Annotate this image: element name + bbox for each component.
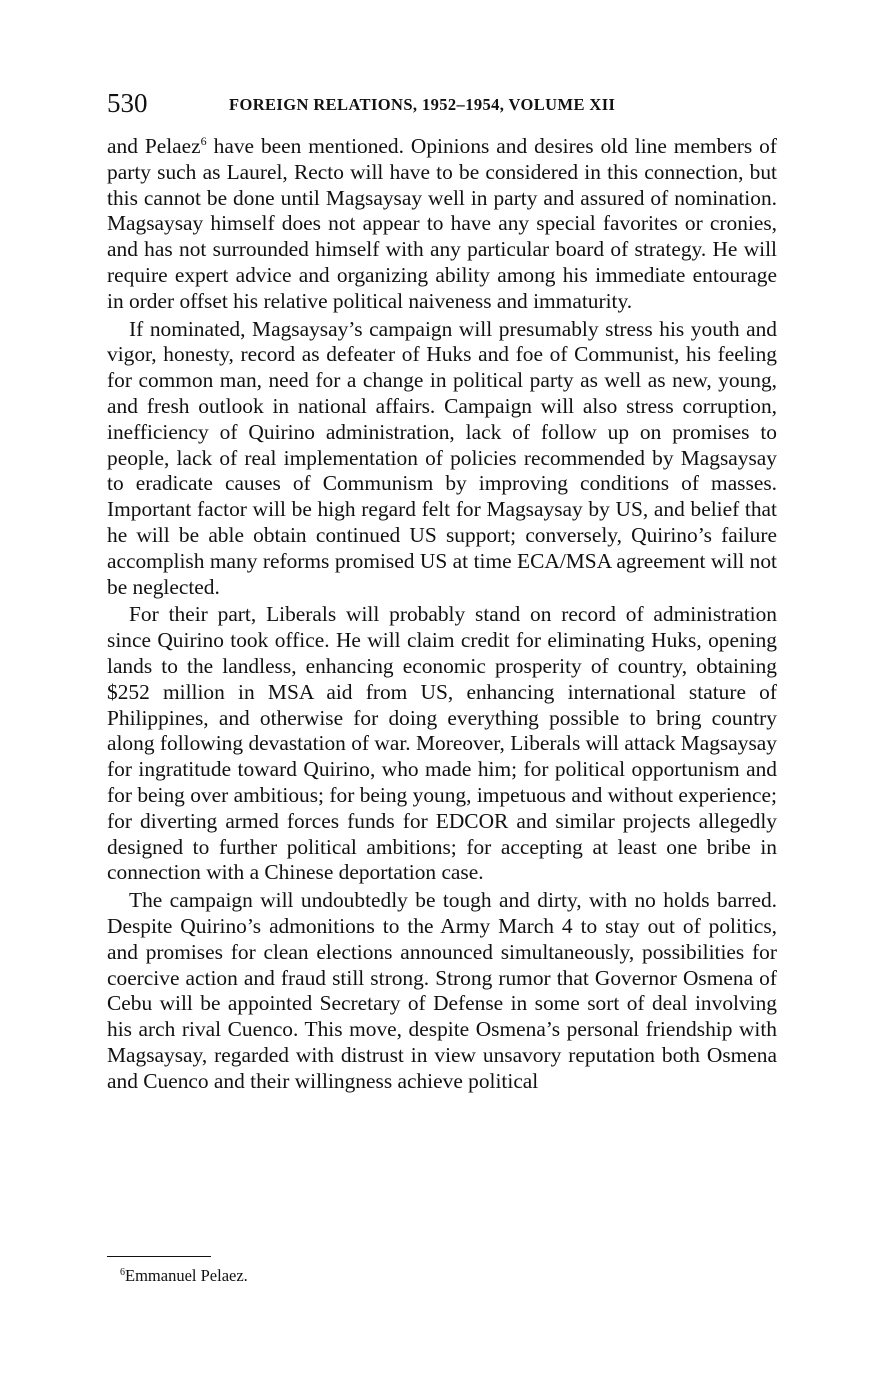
footnote-reference: 6: [200, 134, 207, 148]
footnote-marker: 6: [120, 1267, 125, 1278]
paragraph-4: The campaign will undoubtedly be tough and dirty, with no holds barred. Despite Quirino’s admonitions to the Army March 4 to stay out of politics, and promises for clean elections announced simultaneously, possibilities for coercive action and fraud still strong. Strong rumor that Governor Osmena of Cebu will be appointed Secretary of Defense in some sort of deal involving his arch rival Cuenco. This move, despite Osmena’s personal friendship with Magsaysay, regarded with distrust in view unsavory reputation both Osmena and Cuenco and their willingness achieve political: [107, 888, 777, 1093]
document-body: [107, 134, 777, 1094]
footnote: [120, 1265, 248, 1287]
page-header: [107, 86, 777, 120]
page-number: 530: [107, 88, 148, 118]
paragraph-1: [107, 134, 777, 315]
running-title: FOREIGN RELATIONS, 1952–1954, VOLUME XII: [229, 95, 616, 114]
paragraph-1-rest: have been mentioned. Opinions and desires old line members of party such as Laurel, Recto will have to be considered in this connection, but this cannot be done until Magsaysay well in party and assured of nomination. Magsaysay himself does not appear to have any special favorites or cronies, and has not surrounded himself with any particular board of strategy. He will require expert advice and organizing ability among his immediate entourage in order offset his relative political naiveness and immaturity.: [107, 134, 777, 313]
footnote-text: Emmanuel Pelaez.: [125, 1266, 248, 1285]
footnote-divider: [107, 1256, 211, 1257]
paragraph-2: If nominated, Magsaysay’s campaign will presumably stress his youth and vigor, honesty, record as defeater of Huks and foe of Communist, his feeling for common man, need for a change in political party as well as new, young, and fresh outlook in national affairs. Campaign will also stress corruption, inefficiency of Quirino administration, lack of follow up on promises to people, lack of real implementation of policies recommended by Magsaysay to eradicate causes of Communism by improving conditions of masses. Important factor will be high regard felt for Magsaysay by US, and belief that he will be able obtain continued US support; conversely, Quirino’s failure accomplish many reforms promised US at time ECA/MSA agreement will not be neglected.: [107, 316, 777, 599]
paragraph-3: For their part, Liberals will probably stand on record of administration since Quirino took office. He will claim credit for eliminating Huks, opening lands to the landless, enhancing economic prosperity of country, obtaining $252 million in MSA aid from US, enhancing international stature of Philippines, and otherwise for doing everything possible to bring country along following devastation of war. Moreover, Liberals will attack Magsaysay for ingratitude toward Quirino, who made him; for political opportunism and for being over ambitious; for being young, impetuous and without experience; for diverting armed forces funds for EDCOR and similar projects allegedly designed to further political ambitions; for accepting at least one bribe in connection with a Chinese deportation case.: [107, 602, 777, 885]
paragraph-1-lead: and Pelaez: [107, 134, 201, 158]
